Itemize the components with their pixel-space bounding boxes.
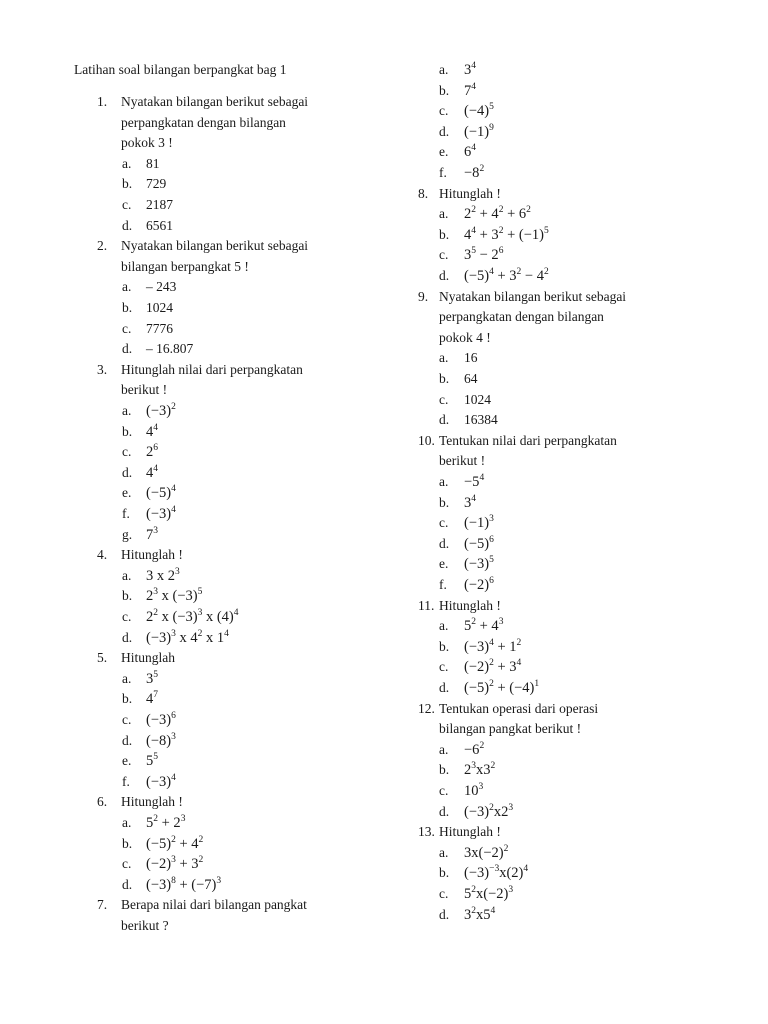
exponent: 4 <box>523 864 529 875</box>
question-number: 4. <box>97 547 108 563</box>
option-letter: a. <box>439 618 449 634</box>
option-value: $3^5 - 2^6$ <box>464 246 504 264</box>
option-value: $-8^2$ <box>464 164 485 181</box>
option-value: $3^4$ <box>464 61 476 78</box>
exponent: 6 <box>498 246 504 257</box>
question-number: 13. <box>418 824 435 840</box>
exponent: 2 <box>471 905 476 916</box>
question-text: Tentukan operasi dari operasi <box>439 700 599 716</box>
question-text: Hitunglah ! <box>439 597 501 613</box>
question-text: Nyatakan bilangan berikut sebagai <box>121 238 309 254</box>
option-letter: c. <box>439 515 449 531</box>
exponent: 2 <box>489 679 494 690</box>
exponent: 4 <box>171 772 176 783</box>
option-letter: c. <box>439 659 449 675</box>
option-value: $(-5)^4 + 3^2 - 4^2$ <box>464 267 549 284</box>
option-value: 81 <box>146 155 160 171</box>
exponent: 2 <box>489 658 494 669</box>
question-text: Nyatakan bilangan berikut sebagai <box>121 94 309 109</box>
exponent: 4 <box>471 143 476 154</box>
exponent: 3 <box>171 628 176 639</box>
question-text: pokok 4 ! <box>439 329 491 345</box>
exponent: 3 <box>498 617 504 628</box>
option-value: $(-3)^3$ x $4^2$ x $1^4$ <box>146 628 229 646</box>
question-text: Tentukan nilai dari perpangkatan <box>439 432 617 448</box>
option-letter: a. <box>439 741 449 757</box>
option-value: $5^5$ <box>146 752 158 770</box>
exponent: 2 <box>503 843 509 854</box>
exponent: 3 <box>478 782 484 793</box>
option-letter: c. <box>122 444 132 460</box>
option-value: $(-4)^5$ <box>464 102 494 120</box>
option-letter: c. <box>439 247 449 263</box>
exponent: 2 <box>526 205 531 216</box>
option-letter: b. <box>122 691 133 707</box>
exponent: 2 <box>489 802 494 813</box>
option-value: 729 <box>146 176 167 192</box>
option-letter: d. <box>122 464 133 480</box>
exponent: 3 <box>180 814 186 825</box>
exponent: 9 <box>489 122 494 133</box>
exponent: 2 <box>479 164 485 175</box>
option-value: $(-1)^9$ <box>464 122 494 140</box>
option-letter: d. <box>122 732 133 748</box>
page-title: Latihan soal bilangan berpangkat bag 1 <box>74 62 287 77</box>
question-number: 7. <box>97 897 108 913</box>
option-value: $4^4$ <box>146 422 158 440</box>
question-text: perpangkatan dengan bilangan <box>121 114 286 130</box>
option-letter: c. <box>439 103 449 119</box>
exponent: 5 <box>489 102 494 113</box>
option-letter: b. <box>122 835 133 851</box>
option-value: $7^4$ <box>464 81 476 99</box>
option-value: 16384 <box>464 412 498 428</box>
option-letter: c. <box>122 320 132 336</box>
option-letter: c. <box>122 609 132 624</box>
option-value: $4^4 + 3^2 + (-1)^5$ <box>464 225 549 243</box>
option-letter: c. <box>122 197 132 212</box>
option-letter: d. <box>122 876 133 892</box>
option-letter: d. <box>439 123 450 139</box>
option-value: $(-2)^3 + 3^2$ <box>146 855 204 873</box>
question-text: pokok 3 ! <box>121 135 173 151</box>
option-value: $(-3)^4$ <box>146 772 176 790</box>
exponent: 3 <box>153 587 158 598</box>
option-value: $(-3)^8 + (-7)^3$ <box>146 875 222 893</box>
option-value: $(-1)^3$ <box>464 514 494 532</box>
question-number: 8. <box>418 185 429 201</box>
exponent: 3 <box>175 566 180 577</box>
exponent: 6 <box>153 443 158 454</box>
exponent: 4 <box>153 422 158 433</box>
exponent: 5 <box>471 246 476 257</box>
exponent: 4 <box>171 505 176 516</box>
exponent: 5 <box>543 225 549 236</box>
question-text: Hitunglah ! <box>121 794 183 810</box>
option-letter: b. <box>122 423 133 439</box>
exponent: 2 <box>498 205 504 216</box>
question-text: berikut ? <box>121 918 169 933</box>
option-letter: f. <box>439 577 447 592</box>
option-value: $(-3)^4$ <box>146 505 176 522</box>
option-letter: c. <box>122 712 132 727</box>
exponent: 2 <box>153 814 158 825</box>
option-letter: b. <box>439 638 450 654</box>
exponent: 3 <box>171 731 176 742</box>
option-letter: b. <box>122 300 133 315</box>
option-letter: f. <box>122 773 130 789</box>
option-letter: e. <box>122 485 132 501</box>
option-value: $-6^2$ <box>464 740 485 758</box>
question-text: Hitunglah ! <box>121 547 183 563</box>
exponent: −3 <box>489 864 500 875</box>
option-letter: a. <box>439 206 449 222</box>
exponent: 2 <box>198 834 204 845</box>
option-value: $2^3x3^2$ <box>464 761 496 779</box>
question-text: bilangan pangkat berikut ! <box>439 721 582 737</box>
exponent: 3 <box>171 855 176 866</box>
option-value: $3^5$ <box>146 669 158 687</box>
exponent: 7 <box>153 690 158 701</box>
option-value: $(-5)^2 + 4^2$ <box>146 834 204 852</box>
option-value: – 243 <box>146 279 177 295</box>
exponent: 4 <box>224 628 229 639</box>
option-letter: a. <box>122 403 132 418</box>
question-text: Nyatakan bilangan berikut sebagai <box>439 288 627 304</box>
option-value: $(-5)^2 + (-4)^1$ <box>464 679 540 696</box>
option-value: $(-5)^6$ <box>464 534 494 552</box>
option-letter: e. <box>439 556 449 572</box>
question-number: 1. <box>97 94 108 109</box>
option-value: $2^2 + 4^2 + 6^2$ <box>464 205 531 223</box>
exponent: 3 <box>508 885 514 896</box>
exponent: 3 <box>153 525 158 536</box>
option-letter: e. <box>122 753 132 769</box>
option-letter: b. <box>439 371 450 386</box>
exponent: 3 <box>197 608 203 619</box>
option-letter: d. <box>439 906 450 922</box>
option-value: 3 x $2^3$ <box>146 566 180 584</box>
option-value: $4^7$ <box>146 690 158 708</box>
option-letter: b. <box>439 865 450 881</box>
option-value: $3^4$ <box>464 493 476 511</box>
option-value: $(-2)^2 + 3^4$ <box>464 658 522 676</box>
question-text: berikut ! <box>121 382 168 398</box>
option-value: $3^2x5^4$ <box>464 905 496 923</box>
option-letter: b. <box>122 588 133 604</box>
option-letter: d. <box>122 629 133 645</box>
option-value: $5^2x(-2)^3$ <box>464 885 514 902</box>
option-letter: f. <box>439 165 447 180</box>
question-number: 12. <box>418 700 435 716</box>
option-value: 7776 <box>146 320 173 336</box>
exponent: 3 <box>471 761 476 772</box>
exponent: 2 <box>543 267 549 278</box>
option-value: 1024 <box>146 300 173 315</box>
exponent: 4 <box>489 637 494 648</box>
exponent: 4 <box>490 905 496 916</box>
option-letter: a. <box>122 279 132 295</box>
exponent: 5 <box>489 555 494 566</box>
option-letter: a. <box>122 155 132 171</box>
exponent: 4 <box>471 493 476 504</box>
exponent: 3 <box>216 875 222 886</box>
option-value: $(-8)^3$ <box>146 731 176 749</box>
option-value: $2^3$ x $(-3)^5$ <box>146 587 203 605</box>
option-value: $(-3)^2$ <box>146 402 176 419</box>
exponent: 8 <box>171 875 176 886</box>
option-value: 6561 <box>146 217 173 233</box>
exponent: 2 <box>171 402 176 413</box>
option-value: $5^2 + 2^3$ <box>146 814 186 831</box>
exponent: 2 <box>490 761 496 772</box>
option-value: 1024 <box>464 391 491 407</box>
question-number: 10. <box>418 432 435 448</box>
exponent: 2 <box>479 740 485 751</box>
option-letter: a. <box>122 815 132 830</box>
exponent: 2 <box>197 628 203 639</box>
option-letter: d. <box>439 412 450 428</box>
option-value: $2^6$ <box>146 443 158 461</box>
option-letter: d. <box>439 803 450 819</box>
exponent: 2 <box>171 834 176 845</box>
option-value: $(-3)^{-3}x(2)^4$ <box>464 864 529 882</box>
option-value: $(-2)^6$ <box>464 576 494 593</box>
exponent: 6 <box>489 534 494 545</box>
option-value: $5^2 + 4^3$ <box>464 617 504 635</box>
option-letter: g. <box>122 526 133 542</box>
exponent: 4 <box>171 484 176 495</box>
option-letter: a. <box>122 670 132 686</box>
exponent: 2 <box>471 885 476 896</box>
exponent: 2 <box>516 637 522 648</box>
question-text: perpangkatan dengan bilangan <box>439 309 604 325</box>
question-number: 6. <box>97 794 108 810</box>
exponent: 6 <box>171 711 176 722</box>
option-letter: b. <box>439 226 450 242</box>
question-text: Hitunglah nilai dari perpangkatan <box>121 361 303 377</box>
option-letter: b. <box>439 762 450 778</box>
option-letter: c. <box>439 886 449 901</box>
option-letter: a. <box>122 567 132 583</box>
exponent: 2 <box>198 855 204 866</box>
option-letter: b. <box>122 176 133 192</box>
option-letter: a. <box>439 350 449 366</box>
exponent: 4 <box>489 267 494 278</box>
option-value: – 16.807 <box>146 341 194 357</box>
option-value: $10^3$ <box>464 782 484 799</box>
option-value: $(-5)^4$ <box>146 484 176 502</box>
question-text: Hitunglah <box>121 650 175 666</box>
option-value: $(-3)^6$ <box>146 711 176 728</box>
option-letter: d. <box>439 535 450 551</box>
option-letter: b. <box>439 82 450 98</box>
option-letter: d. <box>122 341 133 357</box>
option-letter: a. <box>439 474 449 489</box>
option-value: $2^2$ x $(-3)^3$ x $(4)^4$ <box>146 608 239 625</box>
question-number: 2. <box>97 238 108 254</box>
question-number: 3. <box>97 361 108 377</box>
exponent: 3 <box>508 802 514 813</box>
option-value: 2187 <box>146 197 173 212</box>
exponent: 4 <box>153 463 158 474</box>
option-value: 16 <box>464 350 478 366</box>
exponent: 4 <box>479 473 485 484</box>
exponent: 5 <box>197 587 203 598</box>
option-value: $6^4$ <box>464 143 476 161</box>
option-letter: b. <box>439 494 450 510</box>
option-letter: d. <box>122 217 133 233</box>
option-letter: c. <box>439 391 449 407</box>
exponent: 4 <box>471 81 476 92</box>
exponent: 5 <box>153 669 158 680</box>
exponent: 1 <box>534 679 540 690</box>
question-number: 5. <box>97 650 108 666</box>
option-letter: c. <box>439 783 449 798</box>
exponent: 5 <box>153 752 158 763</box>
option-value: $7^3$ <box>146 525 158 543</box>
exponent: 3 <box>489 514 494 525</box>
option-letter: d. <box>439 680 450 695</box>
option-value: $(-3)^2x2^3$ <box>464 802 514 820</box>
option-letter: f. <box>122 506 130 521</box>
option-letter: e. <box>439 144 449 160</box>
exponent: 2 <box>153 608 158 619</box>
option-value: $(-3)^4 + 1^2$ <box>464 637 522 655</box>
option-value: $3x(-2)^2$ <box>464 843 509 861</box>
exponent: 4 <box>233 608 239 619</box>
question-text: berikut ! <box>439 453 486 469</box>
option-letter: c. <box>122 856 132 872</box>
exponent: 4 <box>471 225 476 236</box>
exponent: 2 <box>516 267 522 278</box>
option-value: $4^4$ <box>146 463 158 481</box>
exponent: 6 <box>489 576 494 587</box>
option-value: $-5^4$ <box>464 473 485 490</box>
question-number: 11. <box>418 597 435 613</box>
option-value: 64 <box>464 371 478 386</box>
option-letter: a. <box>439 62 449 77</box>
exponent: 2 <box>471 205 476 216</box>
question-text: Hitunglah ! <box>439 824 501 840</box>
exponent: 4 <box>516 658 522 669</box>
option-letter: d. <box>439 268 450 283</box>
exponent: 2 <box>471 617 476 628</box>
option-letter: a. <box>439 844 449 860</box>
question-text: Hitunglah ! <box>439 185 501 201</box>
option-value: $(-3)^5$ <box>464 555 494 573</box>
exponent: 2 <box>498 225 504 236</box>
question-text: Berapa nilai dari bilangan pangkat <box>121 897 307 913</box>
exponent: 4 <box>471 61 476 72</box>
question-text: bilangan berpangkat 5 ! <box>121 258 249 274</box>
question-number: 9. <box>418 288 429 304</box>
